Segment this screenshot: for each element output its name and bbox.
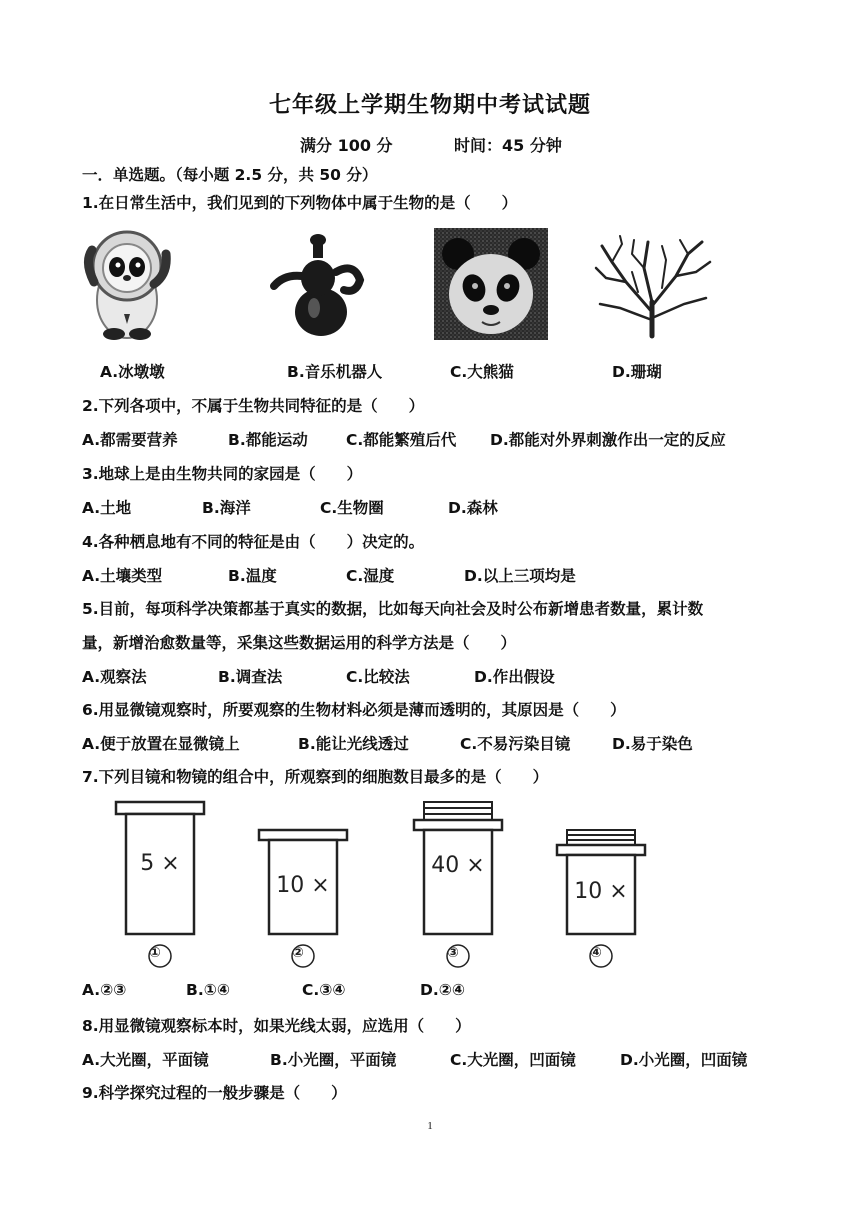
question-2-option-c[interactable]: C.都能繁殖后代 [346, 431, 457, 449]
exam-time: 时间：45 分钟 [454, 136, 562, 155]
music-robot-image [266, 232, 366, 337]
question-1-option-c[interactable]: C.大熊猫 [450, 363, 514, 381]
question-3-stem: 3.地球上是由生物共同的家园是（ ） [82, 465, 363, 483]
question-8-option-b[interactable]: B.小光圈，平面镜 [270, 1051, 397, 1069]
question-7-option-d[interactable]: D.②④ [420, 981, 466, 999]
question-8-option-c[interactable]: C.大光圈，凹面镜 [450, 1051, 576, 1069]
question-2-option-a[interactable]: A.都需要营养 [82, 431, 178, 449]
question-8-option-a[interactable]: A.大光圈，平面镜 [82, 1051, 209, 1069]
question-6-option-d[interactable]: D.易于染色 [612, 735, 693, 753]
lens-2-number: ② [292, 945, 304, 961]
question-8-option-d[interactable]: D.小光圈，凹面镜 [620, 1051, 748, 1069]
lens-4-number: ④ [590, 945, 602, 961]
question-3-option-a[interactable]: A.土地 [82, 499, 132, 517]
question-8-stem: 8.用显微镜观察标本时，如果光线太弱，应选用（ ） [82, 1017, 471, 1035]
question-7-option-c[interactable]: C.③④ [302, 981, 346, 999]
lens-1-magnification: 5 × [140, 851, 180, 876]
question-4-option-d[interactable]: D.以上三项均是 [464, 567, 576, 585]
question-4-stem: 4.各种栖息地有不同的特征是由（ ）决定的。 [82, 533, 425, 551]
lens-1-number: ① [149, 945, 161, 961]
question-7-option-a[interactable]: A.②③ [82, 981, 127, 999]
question-7-stem: 7.下列目镜和物镜的组合中，所观察到的细胞数目最多的是（ ） [82, 768, 549, 786]
question-1-option-b[interactable]: B.音乐机器人 [287, 363, 383, 381]
lens-2-magnification: 10 × [276, 873, 330, 898]
lens-3-number: ③ [447, 945, 459, 961]
question-2-option-d[interactable]: D.都能对外界刺激作出一定的反应 [490, 431, 726, 449]
question-5-option-d[interactable]: D.作出假设 [474, 668, 555, 686]
question-4-option-a[interactable]: A.土壤类型 [82, 567, 163, 585]
section-heading: 一．单选题。（每小题 2.5 分，共 50 分） [82, 166, 378, 184]
question-1-option-a[interactable]: A.冰墩墩 [100, 363, 165, 381]
coral-image [592, 232, 714, 340]
question-9-stem: 9.科学探究过程的一般步骤是（ ） [82, 1084, 347, 1102]
question-2-stem: 2.下列各项中，不属于生物共同特征的是（ ） [82, 397, 425, 415]
page-number: 1 [427, 1120, 433, 1132]
full-score: 满分 100 分 [300, 136, 393, 155]
lens-3-magnification: 40 × [431, 853, 485, 878]
question-5-stem-line-2: 量，新增治愈数量等，采集这些数据运用的科学方法是（ ） [82, 634, 517, 652]
question-5-option-a[interactable]: A.观察法 [82, 668, 147, 686]
question-5-stem-line-1: 5.目前，每项科学决策都基于真实的数据，比如每天向社会及时公布新增患者数量，累计数 [82, 600, 704, 618]
question-3-option-d[interactable]: D.森林 [448, 499, 498, 517]
question-2-option-b[interactable]: B.都能运动 [228, 431, 308, 449]
question-4-option-c[interactable]: C.湿度 [346, 567, 395, 585]
question-4-option-b[interactable]: B.温度 [228, 567, 277, 585]
question-7-option-b[interactable]: B.①④ [186, 981, 230, 999]
question-6-option-c[interactable]: C.不易污染目镜 [460, 735, 571, 753]
lens-4-magnification: 10 × [574, 879, 628, 904]
giant-panda-image [434, 228, 548, 340]
question-3-option-b[interactable]: B.海洋 [202, 499, 251, 517]
question-5-option-b[interactable]: B.调查法 [218, 668, 283, 686]
question-5-option-c[interactable]: C.比较法 [346, 668, 410, 686]
question-1-option-d[interactable]: D.珊瑚 [612, 363, 662, 381]
question-1-stem: 1.在日常生活中，我们见到的下列物体中属于生物的是（ ） [82, 194, 518, 212]
question-3-option-c[interactable]: C.生物圈 [320, 499, 384, 517]
question-6-stem: 6.用显微镜观察时，所要观察的生物材料必须是薄而透明的，其原因是（ ） [82, 701, 626, 719]
bing-dwen-dwen-image [82, 222, 172, 342]
question-6-option-a[interactable]: A.便于放置在显微镜上 [82, 735, 240, 753]
page-title: 七年级上学期生物期中考试试题 [268, 93, 591, 118]
question-6-option-b[interactable]: B.能让光线透过 [298, 735, 409, 753]
